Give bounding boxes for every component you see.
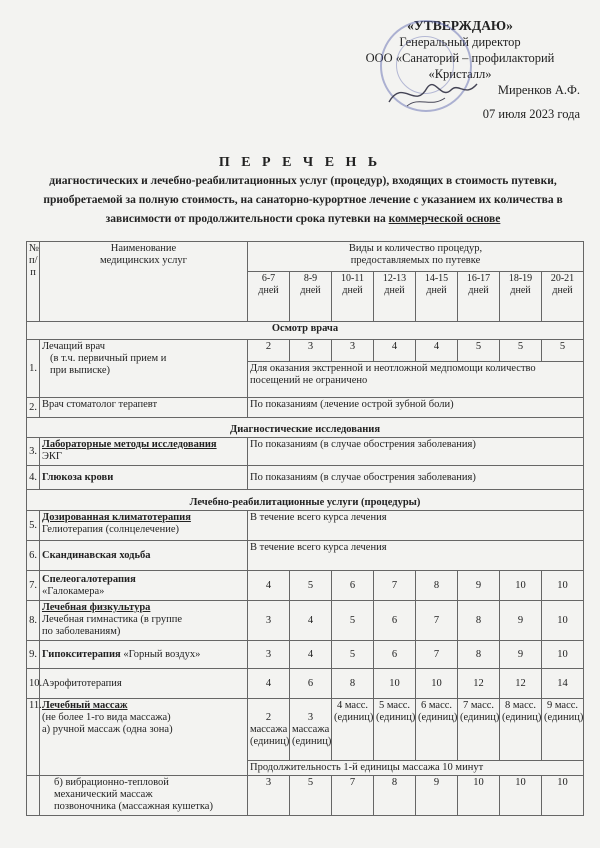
row-value: 5 bbox=[500, 340, 542, 362]
row-value: 2 bbox=[248, 340, 290, 362]
row-value: 4 bbox=[374, 340, 416, 362]
row-name: Глюкоза крови bbox=[40, 466, 248, 490]
header-num: № п/п bbox=[27, 242, 40, 322]
row-value: 2 массажа (единиц) bbox=[248, 699, 290, 761]
row-value: 5 bbox=[332, 601, 374, 641]
section-rehab: Лечебно-реабилитационные услуги (процедуры) bbox=[27, 490, 584, 511]
row-num: 2. bbox=[27, 398, 40, 418]
row-value: 3 bbox=[248, 601, 290, 641]
row-value: 10 bbox=[542, 776, 584, 816]
row-value: 5 bbox=[542, 340, 584, 362]
row-value: 6 масс. (единиц) bbox=[416, 699, 458, 761]
row-value: 10 bbox=[542, 571, 584, 601]
subtitle-underlined: коммерческой основе bbox=[388, 213, 501, 225]
row-name: Лечебная физкультура Лечебная гимнастика (в группе по заболеваниям) bbox=[40, 601, 248, 641]
approval-org-line2: «Кристалл» bbox=[428, 67, 492, 81]
row-value: 7 bbox=[332, 776, 374, 816]
row-value: 4 bbox=[248, 669, 290, 699]
header-period: 6-7 дней bbox=[248, 272, 290, 322]
row-value: 10 bbox=[458, 776, 500, 816]
header-period: 20-21 дней bbox=[542, 272, 584, 322]
row-value: 9 масс. (единиц) bbox=[542, 699, 584, 761]
row-value: 3 массажа (единиц) bbox=[290, 699, 332, 761]
row-value: 9 bbox=[500, 601, 542, 641]
row-value: 9 bbox=[416, 776, 458, 816]
approval-heading: «УТВЕРЖДАЮ» bbox=[407, 18, 513, 33]
row-value: 8 bbox=[416, 571, 458, 601]
row-value: 5 bbox=[332, 641, 374, 669]
row-value: 7 масс. (единиц) bbox=[458, 699, 500, 761]
row-name: Гипокситерапия «Горный воздух» bbox=[40, 641, 248, 669]
row-value: 8 bbox=[458, 601, 500, 641]
row-value: 8 bbox=[458, 641, 500, 669]
header-kinds: Виды и количество процедур, предоставляемых по путевке bbox=[248, 242, 584, 272]
row-value: 9 bbox=[458, 571, 500, 601]
row-num: 9. bbox=[27, 641, 40, 669]
row-value: 5 bbox=[290, 776, 332, 816]
row-value: 4 bbox=[248, 571, 290, 601]
row-value: 14 bbox=[542, 669, 584, 699]
row-value: 6 bbox=[374, 601, 416, 641]
row-value: 8 bbox=[332, 669, 374, 699]
row-note: Для оказания экстренной и неотложной медпомощи количество посещений не ограничено bbox=[248, 362, 584, 398]
section-diagnostics: Диагностические исследования bbox=[27, 418, 584, 438]
document-title: П Е Р Е Ч Е Н Ь bbox=[218, 155, 382, 170]
row-value: 7 bbox=[374, 571, 416, 601]
row-note: Продолжительность 1-й единицы массажа 10 минут bbox=[248, 761, 584, 776]
approval-position: Генеральный директор bbox=[399, 35, 521, 49]
row-value: 3 bbox=[248, 641, 290, 669]
header-period: 16-17 дней bbox=[458, 272, 500, 322]
row-value: 7 bbox=[416, 641, 458, 669]
row-name: Дозированная климатотерапия Гелиотерапия (солнцелечение) bbox=[40, 511, 248, 541]
row-num: 7. bbox=[27, 571, 40, 601]
section-doctor: Осмотр врача bbox=[27, 322, 584, 340]
row-name: Лечащий врач (в т.ч. первичный прием и при выписке) bbox=[40, 340, 248, 398]
header-period: 12-13 дней bbox=[374, 272, 416, 322]
row-value: 4 масс. (единиц) bbox=[332, 699, 374, 761]
row-note: По показаниям (в случае обострения заболевания) bbox=[248, 466, 584, 490]
row-num: 5. bbox=[27, 511, 40, 541]
row-name: б) вибрационно-тепловой механический массаж позвоночника (массажная кушетка) bbox=[40, 776, 248, 816]
row-value: 6 bbox=[374, 641, 416, 669]
row-value: 3 bbox=[248, 776, 290, 816]
row-num: 3. bbox=[27, 438, 40, 466]
row-value: 7 bbox=[416, 601, 458, 641]
row-num: 11. bbox=[27, 699, 40, 776]
approval-org-line1: ООО «Санаторий – профилакторий bbox=[365, 51, 555, 65]
row-value: 5 масс. (единиц) bbox=[374, 699, 416, 761]
row-note: В течение всего курса лечения bbox=[248, 511, 584, 541]
row-name: Лечебный массаж (не более 1-го вида массажа) а) ручной массаж (одна зона) bbox=[40, 699, 248, 776]
row-value: 9 bbox=[500, 641, 542, 669]
row-value: 10 bbox=[500, 776, 542, 816]
row-value: 5 bbox=[458, 340, 500, 362]
row-name: Скандинавская ходьба bbox=[40, 541, 248, 571]
signature-mark bbox=[385, 70, 480, 115]
row-note: По показаниям (в случае обострения заболевания) bbox=[248, 438, 584, 466]
header-name: Наименование медицинских услуг bbox=[40, 242, 248, 322]
row-num bbox=[27, 776, 40, 816]
row-value: 10 bbox=[542, 641, 584, 669]
row-note: По показаниям (лечение острой зубной боли) bbox=[248, 398, 584, 418]
row-num: 6. bbox=[27, 541, 40, 571]
row-name: Врач стоматолог терапевт bbox=[40, 398, 248, 418]
header-period: 18-19 дней bbox=[500, 272, 542, 322]
row-value: 6 bbox=[290, 669, 332, 699]
document-subtitle bbox=[18, 172, 588, 229]
row-value: 10 bbox=[500, 571, 542, 601]
header-period: 8-9 дней bbox=[290, 272, 332, 322]
row-name: Лабораторные методы исследования ЭКГ bbox=[40, 438, 248, 466]
subtitle-line3-prefix: зависимости от продолжительности срока путевки на bbox=[105, 213, 389, 225]
row-value: 4 bbox=[290, 641, 332, 669]
row-value: 4 bbox=[416, 340, 458, 362]
row-value: 5 bbox=[290, 571, 332, 601]
services-table bbox=[26, 241, 584, 816]
row-value: 10 bbox=[542, 601, 584, 641]
row-value: 8 bbox=[374, 776, 416, 816]
row-name: Аэрофитотерапия bbox=[40, 669, 248, 699]
row-value: 10 bbox=[416, 669, 458, 699]
approval-name: Миренков А.Ф. bbox=[497, 83, 580, 97]
approval-date: 07 июля 2023 года bbox=[482, 107, 580, 121]
subtitle-line1: диагностических и лечебно-реабилитационных услуг (процедур), входящих в стоимость путевки, bbox=[49, 175, 557, 187]
row-value: 4 bbox=[290, 601, 332, 641]
row-num: 8. bbox=[27, 601, 40, 641]
row-note: В течение всего курса лечения bbox=[248, 541, 584, 571]
row-value: 3 bbox=[290, 340, 332, 362]
row-num: 1. bbox=[27, 340, 40, 398]
header-period: 14-15 дней bbox=[416, 272, 458, 322]
row-value: 10 bbox=[374, 669, 416, 699]
row-name: Спелеогалотерапия «Галокамера» bbox=[40, 571, 248, 601]
row-num: 4. bbox=[27, 466, 40, 490]
row-value: 8 масс. (единиц) bbox=[500, 699, 542, 761]
row-value: 6 bbox=[332, 571, 374, 601]
row-value: 12 bbox=[458, 669, 500, 699]
row-num: 10. bbox=[27, 669, 40, 699]
header-period: 10-11 дней bbox=[332, 272, 374, 322]
row-value: 12 bbox=[500, 669, 542, 699]
row-value: 3 bbox=[332, 340, 374, 362]
subtitle-line2: приобретаемой за полную стоимость, на санаторно-курортное лечение с указанием их количества в bbox=[43, 194, 563, 206]
